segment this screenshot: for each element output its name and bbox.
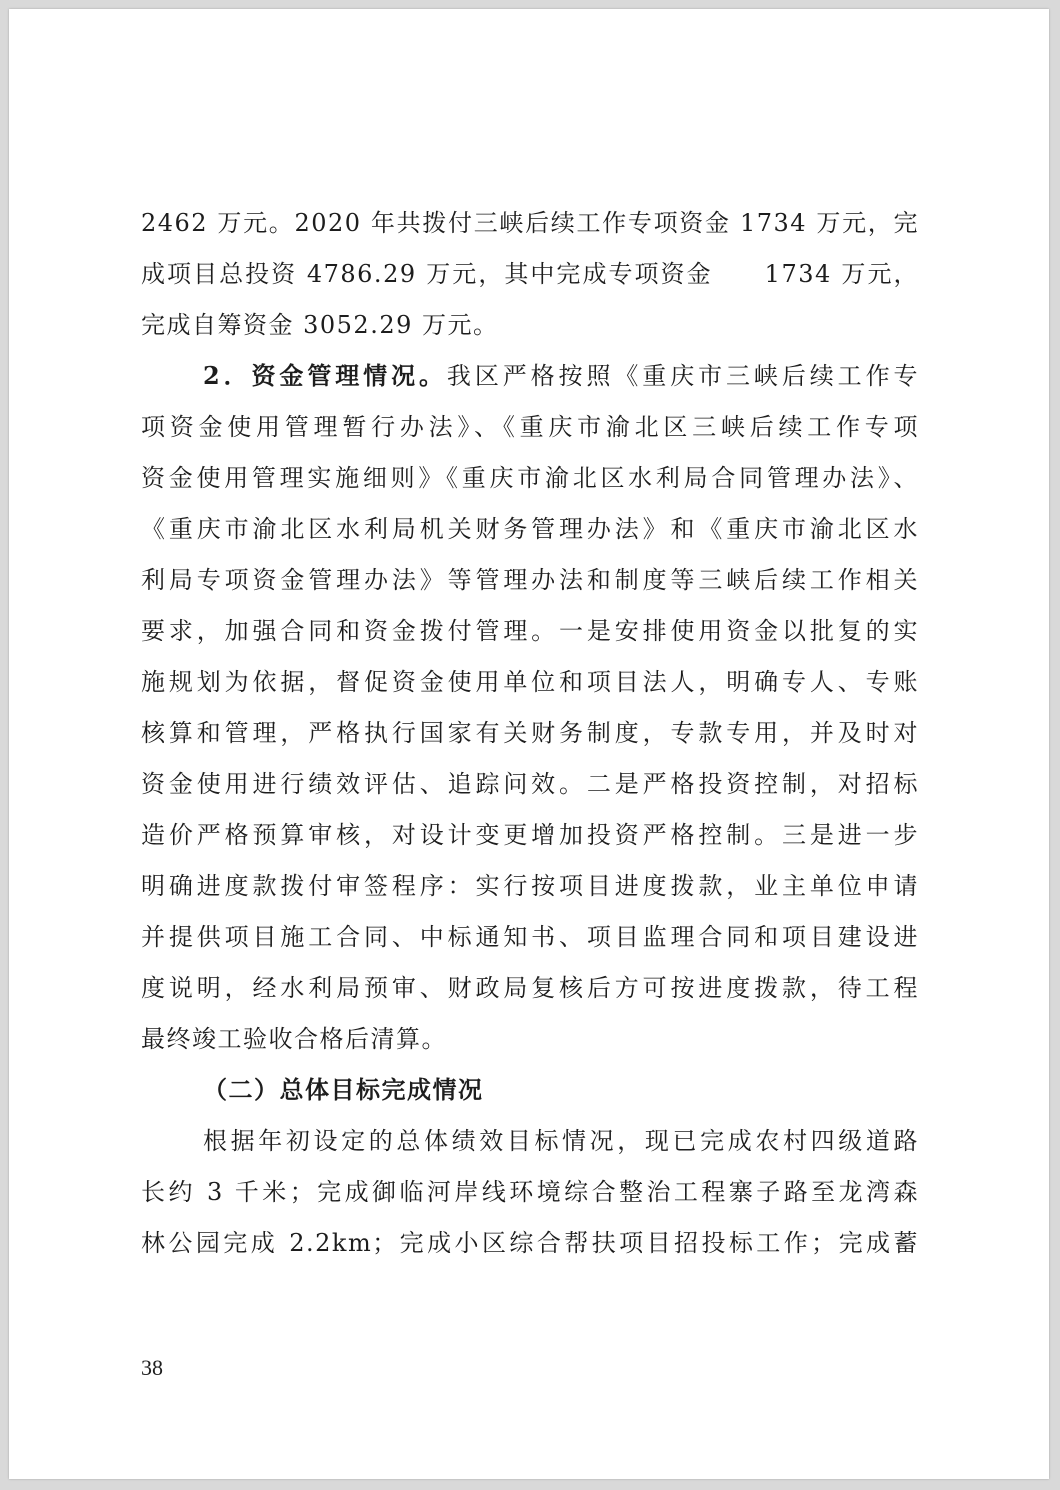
text-line: 完成自筹资金 3052.29 万元。 bbox=[141, 311, 499, 339]
page-number: 38 bbox=[141, 1355, 163, 1380]
text-line: 最终竣工验收合格后清算。 bbox=[141, 1025, 447, 1053]
text-line: 资金使用进行绩效评估、追踪问效。二是严格投资控制，对招标 bbox=[141, 770, 919, 798]
text-line: 要求，加强合同和资金拨付管理。一是安排使用资金以批复的实 bbox=[141, 617, 919, 645]
text-line: 《重庆市渝北区水利局机关财务管理办法》和《重庆市渝北区水 bbox=[141, 515, 919, 543]
text-line: 项资金使用管理暂行办法》、《重庆市渝北区三峡后续工作专项 bbox=[141, 413, 919, 441]
text-line: 并提供项目施工合同、中标通知书、项目监理合同和项目建设进 bbox=[141, 923, 919, 951]
section-heading: （二）总体目标完成情况 bbox=[203, 1075, 484, 1104]
text-line: 资金使用管理实施细则》《重庆市渝北区水利局合同管理办法》、 bbox=[141, 464, 919, 492]
text-line: 明确进度款拨付审签程序：实行按项目进度拨款，业主单位申请 bbox=[141, 872, 919, 900]
text-line: 造价严格预算审核，对设计变更增加投资严格控制。三是进一步 bbox=[141, 821, 919, 849]
section-subheading: 2．资金管理情况。 bbox=[203, 361, 447, 390]
text-line: 施规划为依据，督促资金使用单位和项目法人，明确专人、专账 bbox=[141, 668, 919, 696]
text-line: 长约 3 千米；完成御临河岸线环境综合整治工程寨子路至龙湾森 bbox=[141, 1178, 919, 1206]
text-line: 度说明，经水利局预审、财政局复核后方可按进度拨款，待工程 bbox=[141, 974, 919, 1002]
text-line: 核算和管理，严格执行国家有关财务制度，专款专用，并及时对 bbox=[141, 719, 919, 747]
paragraph-first-line: 根据年初设定的总体绩效目标情况，现已完成农村四级道路 bbox=[203, 1127, 919, 1155]
text-line: 利局专项资金管理办法》等管理办法和制度等三峡后续工作相关 bbox=[141, 566, 919, 594]
text-line: 成项目总投资 4786.29 万元，其中完成专项资金 1734 万元， bbox=[141, 260, 919, 288]
text-line: 2462 万元。2020 年共拨付三峡后续工作专项资金 1734 万元，完 bbox=[141, 209, 919, 237]
text-line: 林公园完成 2.2km；完成小区综合帮扶项目招投标工作；完成蓄 bbox=[141, 1229, 919, 1257]
paragraph-first-line bbox=[141, 361, 919, 391]
text-span: 我区严格按照《重庆市三峡后续工作专 bbox=[446, 362, 919, 390]
